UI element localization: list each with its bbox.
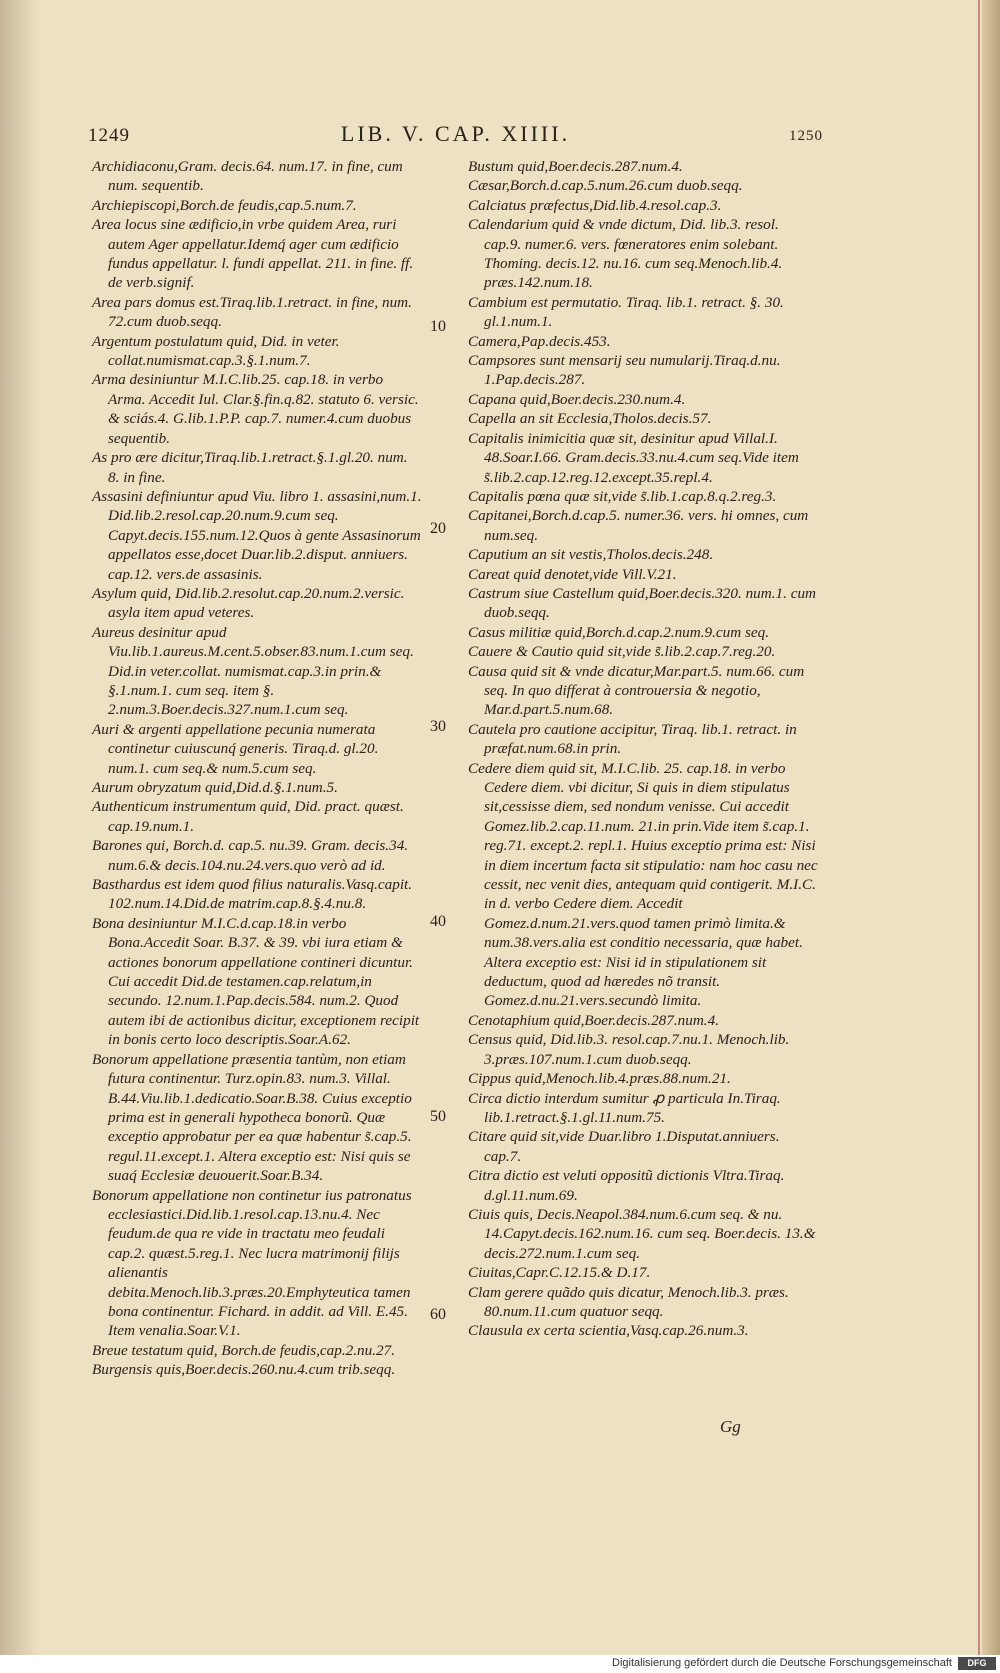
index-entry: Citare quid sit,vide Duar.libro 1.Disputat.anniuers. cap.7. bbox=[468, 1128, 780, 1165]
index-entry: Barones qui, Borch.d. cap.5. nu.39. Gram. decis.34. num.6.& decis.104.nu.24.vers.quo verò ad id. bbox=[92, 837, 409, 874]
index-entry: Circa dictio interdum sumitur ꝓ particula In.Tiraq. lib.1.retract.§.1.gl.11.num.75. bbox=[468, 1089, 781, 1126]
index-entry: Caputium an sit vestis,Tholos.decis.248. bbox=[468, 546, 714, 564]
index-entry: Bustum quid,Boer.decis.287.num.4. bbox=[468, 158, 683, 175]
index-entry: Camera,Pap.decis.453. bbox=[468, 332, 611, 350]
index-entry: Asylum quid, Did.lib.2.resolut.cap.20.num.2.versic. asyla item apud veteres. bbox=[92, 584, 405, 622]
index-entry: Calciatus præfectus,Did.lib.4.resol.cap.3. bbox=[468, 196, 722, 214]
line-number: 50 bbox=[430, 1108, 446, 1125]
index-entry: Campsores sunt mensarij seu numularij.Tiraq.d.nu. 1.Pap.decis.287. bbox=[468, 352, 781, 389]
index-entry: Capella an sit Ecclesia,Tholos.decis.57. bbox=[468, 410, 712, 428]
index-entry: As pro ære dicitur,Tiraq.lib.1.retract.§.1.gl.20. num. 8. in fine. bbox=[92, 449, 408, 486]
index-entry: Causa quid sit & vnde dicatur,Mar.part.5. num.66. cum seq. In quo differat à controuersia & negotio, Mar.d.part.5.num.68. bbox=[468, 662, 805, 719]
line-number: 60 bbox=[430, 1306, 446, 1323]
index-column-left bbox=[92, 157, 422, 1380]
index-entry: Castrum siue Castellum quid,Boer.decis.320. num.1. cum duob.seqq. bbox=[468, 584, 817, 622]
page-number-left: 1249 bbox=[88, 125, 130, 146]
index-entry: Aureus desinitur apud Viu.lib.1.aureus.M.cent.5.obser.83.num.1.cum seq. Did.in veter.collat. numismat.cap.3.in prin.& §.1.num.1. cum seq. item §. 2.num.3.Boer.decis.327.num.1.cum seq. bbox=[92, 623, 414, 719]
line-number: 40 bbox=[430, 913, 446, 930]
index-entry: Cedere diem quid sit, M.I.C.lib. 25. cap.18. in verbo Cedere diem. vbi dicitur, Si quis in diem stipulatus sit,cessisse diem, sed nondum venisse. Cui accedit Gomez.lib.2.cap.11.num. 21.in prin.Vide item s̃.cap.1. reg.71. except.2. repl.1. Huius exceptio prima est: Nisi in diem incertum facta sit stipulatio: nam hoc casu nec cessit, nec venit dies, antequam quid contigerit. M.I.C. in d. verbo Cedere diem. Accedit Gomez.d.num.21.vers.quod tamen primò limita.& num.38.vers.alia est conditio necessaria, quæ habet. Altera exceptio est: Nisi id in stipulationem sit deductum, quod ad hæredes nõ transit. Gomez.d.nu.21.vers.secundò limita. bbox=[468, 759, 818, 1010]
funding-notice: Digitalisierung gefördert durch die Deutsche Forschungsgemeinschaft bbox=[612, 1657, 952, 1669]
index-entry: Authenticum instrumentum quid, Did. pract. quæst. cap.19.num.1. bbox=[92, 798, 404, 835]
index-entry: Archiepiscopi,Borch.de feudis,cap.5.num.7. bbox=[92, 196, 357, 214]
index-entry: Bonorum appellatione non continetur ius patronatus ecclesiastici.Did.lib.1.resol.cap.13.nu.4. Nec feudum.de qua re vide in tractatu meo feudali cap.2. quæst.5.reg.1. Nec lucra matrimonij filijs alienantis debita.Menoch.lib.3.præs.20.Emphyteutica tamen bona continentur. Fichard. in addit. ad Vill. E.45. Item venalia.Soar.V.1. bbox=[92, 1186, 412, 1340]
gutter-shadow bbox=[0, 0, 40, 1673]
index-entry: Capana quid,Boer.decis.230.num.4. bbox=[468, 390, 686, 408]
index-entry: Aurum obryzatum quid,Did.d.§.1.num.5. bbox=[92, 779, 338, 796]
index-entry: Area pars domus est.Tiraq.lib.1.retract. in fine, num. 72.cum duob.seqq. bbox=[92, 293, 412, 331]
index-entry: Capitanei,Borch.d.cap.5. numer.36. vers. hi omnes, cum num.seq. bbox=[468, 507, 809, 544]
page-edge bbox=[982, 0, 1000, 1673]
index-entry: Argentum postulatum quid, Did. in veter. collat.numismat.cap.3.§.1.num.7. bbox=[92, 332, 340, 370]
index-entry: Area locus sine ædificio,in vrbe quidem Area, ruri autem Ager appellatur.Idemq́ ager cum ædificio fundus appellatur. l. fundi appellat. 211. in fine. ff. de verb.signif. bbox=[92, 216, 414, 292]
line-number: 30 bbox=[430, 718, 446, 735]
index-entry: Archidiaconu,Gram. decis.64. num.17. in fine, cum num. sequentib. bbox=[92, 158, 403, 195]
line-number: 20 bbox=[430, 520, 446, 537]
index-entry: Ciuis quis, Decis.Neapol.384.num.6.cum seq. & nu. 14.Capyt.decis.162.num.16. cum seq. Boer.decis. 13.& decis.272.num.1.cum seq. bbox=[468, 1205, 816, 1262]
dfg-logo: DFG bbox=[958, 1657, 996, 1670]
index-entry: Casus militiæ quid,Borch.d.cap.2.num.9.cum seq. bbox=[468, 623, 770, 641]
index-entry: Cautela pro cautione accipitur, Tiraq. lib.1. retract. in præfat.num.68.in prin. bbox=[468, 720, 797, 758]
digitization-footer bbox=[0, 1655, 1000, 1673]
index-entry: Cippus quid,Menoch.lib.4.præs.88.num.21. bbox=[468, 1070, 731, 1088]
index-entry: Cauere & Cautio quid sit,vide s̃.lib.2.cap.7.reg.20. bbox=[468, 643, 776, 661]
index-entry: Bonorum appellatione præsentia tantùm, non etiam futura continentur. Turz.opin.83. num.3. Villal. B.44.Viu.lib.1.dedicatio.Soar.B.38. Cuius exceptio prima est in generali hypotheca bonorũ. Quæ exceptio approbatur per ea quæ habentur s̃.cap.5. regul.11.except.1. Altera exceptio est: Nisi quis se suaq́ Ecclesiæ deuouerit.Soar.B.34. bbox=[92, 1050, 412, 1185]
index-entry: Capitalis pœna quæ sit,vide s̃.lib.1.cap.8.q.2.reg.3. bbox=[468, 487, 777, 505]
index-entry: Cæsar,Borch.d.cap.5.num.26.cum duob.seqq. bbox=[468, 177, 743, 195]
index-entry: Calendarium quid & vnde dictum, Did. lib.3. resol. cap.9. numer.6. vers. fœneratores enim solebant. Thoming. decis.12. nu.16. cum seq.Menoch.lib.4. præs.142.num.18. bbox=[468, 216, 783, 292]
index-entry: Auri & argenti appellatione pecunia numerata continetur cuiuscunq́ generis. Tiraq.d. gl.20. num.1. cum seq.& num.5.cum seq. bbox=[92, 720, 379, 777]
index-entry: Census quid, Did.lib.3. resol.cap.7.nu.1. Menoch.lib. 3.præs.107.num.1.cum duob.seqq. bbox=[468, 1031, 790, 1068]
index-entry: Cenotaphium quid,Boer.decis.287.num.4. bbox=[468, 1011, 719, 1029]
index-entry: Bona desiniuntur M.I.C.d.cap.18.in verbo Bona.Accedit Soar. B.37. & 39. vbi iura etiam & actiones bonorum appellatione contineri dicuntur. Cui accedit Did.de testamen.cap.relatum,in secundo. 12.num.1.Pap.decis.584. num.2. Quod autem ibi de actionibus dicitur, exceptionem recipit in bonis certo loco descriptis.Soar.A.62. bbox=[92, 914, 420, 1049]
index-column-right bbox=[468, 157, 818, 1341]
index-entry: Capitalis inimicitia quæ sit, desinitur apud Villal.I. 48.Soar.I.66. Gram.decis.33.nu.4.cum seq.Vide item s̃.lib.2.cap.12.reg.12.except.35.repl.4. bbox=[468, 429, 799, 486]
index-entry: Careat quid denotet,vide Vill.V.21. bbox=[468, 565, 677, 583]
index-entry: Clausula ex certa scientia,Vasq.cap.26.num.3. bbox=[468, 1322, 749, 1340]
running-header bbox=[88, 121, 823, 151]
index-entry: Ciuitas,Capr.C.12.15.& D.17. bbox=[468, 1264, 651, 1282]
index-entry: Cambium est permutatio. Tiraq. lib.1. retract. §. 30. gl.1.num.1. bbox=[468, 293, 784, 331]
index-entry: Burgensis quis,Boer.decis.260.nu.4.cum trib.seqq. bbox=[92, 1361, 396, 1379]
page-number-right: 1250 bbox=[789, 128, 823, 144]
page-edge-rule bbox=[978, 0, 980, 1673]
index-entry: Citra dictio est veluti oppositũ dictionis Vltra.Tiraq. d.gl.11.num.69. bbox=[468, 1167, 785, 1204]
index-entry: Assasini definiuntur apud Viu. libro 1. assasini,num.1. Did.lib.2.resol.cap.20.num.9.cum seq. Capyt.decis.155.num.12.Quos à gente Assasinorum appellatos esse,docet Duar.lib.2.disput. anniuers. cap.12. vers.de assasinis. bbox=[92, 487, 422, 583]
index-entry: Basthardus est idem quod filius naturalis.Vasq.capit. 102.num.14.Did.de matrim.cap.8.§.4.nu.8. bbox=[92, 876, 413, 913]
index-entry: Clam gerere quãdo quis dicatur, Menoch.lib.3. præs. 80.num.11.cum quatuor seqq. bbox=[468, 1283, 789, 1320]
index-entry: Breue testatum quid, Borch.de feudis,cap.2.nu.27. bbox=[92, 1341, 395, 1359]
signature-mark: Gg bbox=[720, 1417, 741, 1436]
index-entry: Arma desiniuntur M.I.C.lib.25. cap.18. in verbo Arma. Accedit Iul. Clar.§.fin.q.82. statuto 6. versic. & sciás.4. G.lib.1.P.P. cap.7. numer.4.cum duobus sequentib. bbox=[92, 371, 419, 447]
running-title: LIB. V. CAP. XIIII. bbox=[340, 121, 571, 146]
line-number: 10 bbox=[430, 318, 446, 335]
